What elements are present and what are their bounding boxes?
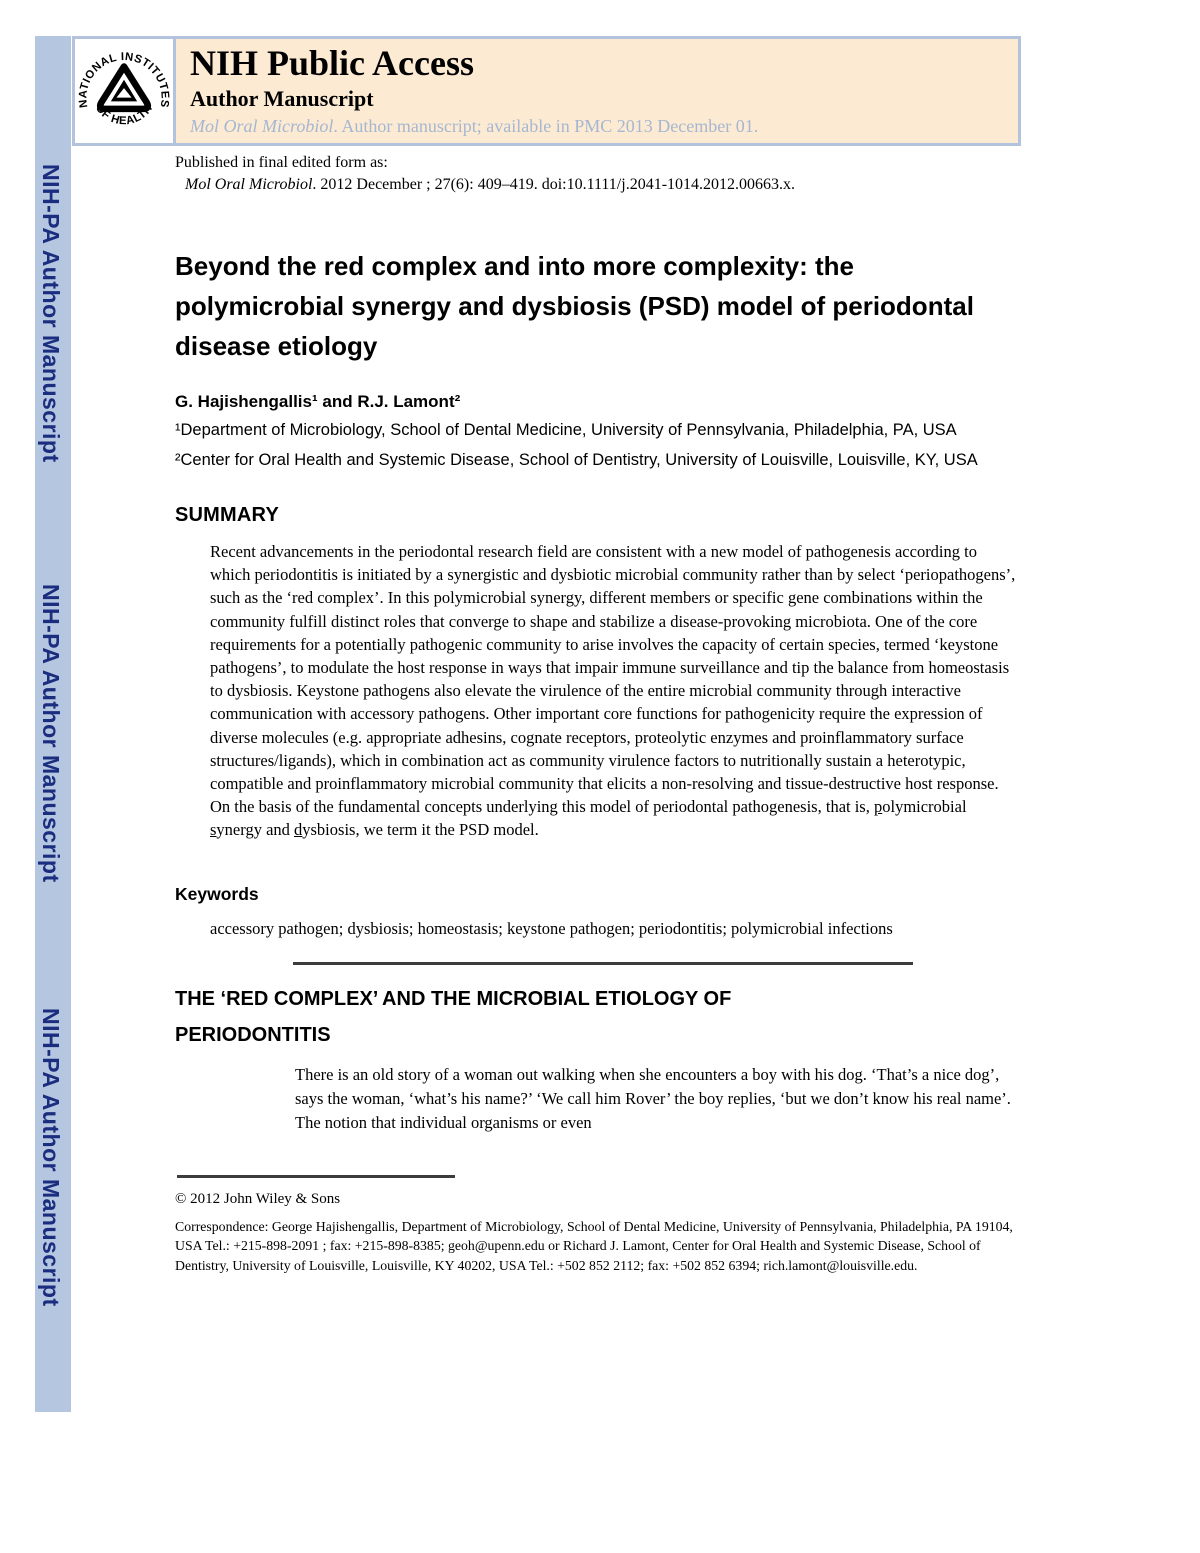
- section-heading: [175, 981, 1023, 1053]
- article-body: [175, 152, 1023, 1275]
- section-paragraph: There is an old story of a woman out walking when she encounters a boy with his dog. ‘That’s a nice dog’, says the woman, ‘what’s his name?’ ‘We call him Rover’ the boy replies, ‘but we don’t know his real name’. The notion that individual organisms or even: [295, 1064, 1011, 1132]
- nih-logo: [75, 39, 176, 143]
- keywords-text: accessory pathogen; dysbiosis; homeostasis; keystone pathogen; periodontitis; polymicrobial infections: [210, 918, 893, 938]
- article-title-line-3: disease etiology: [175, 331, 378, 361]
- nih-logo-icon: [77, 44, 171, 138]
- header-text-block: [176, 39, 1018, 143]
- sidebar-watermark-2: NIH-PA Author Manuscript: [38, 584, 64, 883]
- journal-name: Mol Oral Microbiol: [190, 116, 334, 136]
- summary-heading: SUMMARY: [175, 504, 279, 526]
- header-journal-line: [190, 113, 1018, 139]
- published-line: Published in final edited form as:: [175, 154, 388, 171]
- affiliation-1: ¹Department of Microbiology, School of Dental Medicine, University of Pennsylvania, Philadelphia, PA, USA: [175, 421, 957, 439]
- logo-text-top: NATIONAL INSTITUTES: [77, 50, 171, 109]
- authors-line: G. Hajishengallis¹ and R.J. Lamont²: [175, 392, 461, 411]
- logo-text-bottom: OF HEALTH: [92, 102, 156, 128]
- section-heading-line-1: THE ‘RED COMPLEX’ AND THE MICROBIAL ETIOLOGY OF: [175, 987, 732, 1010]
- header-title: NIH Public Access: [190, 43, 474, 83]
- journal-availability: . Author manuscript; available in PMC 2013 December 01.: [333, 116, 759, 136]
- citation-line: [185, 174, 1023, 196]
- sidebar-watermark-1: NIH-PA Author Manuscript: [38, 164, 64, 463]
- citation-details: . 2012 December ; 27(6): 409–419. doi:10.1111/j.2041-1014.2012.00663.x.: [312, 176, 796, 193]
- header-subtitle: Author Manuscript: [190, 86, 374, 111]
- article-title-line-2: polymicrobial synergy and dysbiosis (PSD) model of periodontal: [175, 291, 974, 321]
- footnote-rule: [177, 1175, 455, 1178]
- correspondence-note: Correspondence: George Hajishengallis, Department of Microbiology, School of Dental Medicine, University of Pennsylvania, Philadelphia, PA 19104, USA Tel.: +215-898-2091 ; fax: +215-898-8385; geoh@upenn.edu or Richard J. Lamont, Center for Oral Health and Systemic Disease, School of Dentistry, University of Louisville, Louisville, KY 40202, USA Tel.: +502 852 2112; fax: +502 852 6394; rich.lamont@louisville.edu.: [175, 1218, 1013, 1273]
- section-heading-line-2: PERIODONTITIS: [175, 1023, 331, 1046]
- nih-emblem-icon: [100, 67, 148, 109]
- summary-paragraph: Recent advancements in the periodontal research field are consistent with a new model of pathogenesis according to which periodontitis is initiated by a synergistic and dysbiotic microbial community rather than by select ‘periopathogens’, such as the ‘red complex’. In this polymicrobial synergy, different members or specific gene combinations within the community fulfill distinct roles that converge to shape and stabilize a disease-provoking microbiota. One of the core requirements for a potentially pathogenic community to arise involves the capacity of certain species, termed ‘keystone pathogens’, to modulate the host response in ways that impair immune surveillance and tip the balance from homeostasis to dysbiosis. Keystone pathogens also elevate the virulence of the entire microbial community through interactive communication with accessory pathogens. Other important core functions for pathogenicity require the expression of diverse molecules (e.g. appropriate adhesins, cognate receptors, proteolytic enzymes and proinflammatory surface structures/ligands), which in combination act as community virulence factors to nutritionally sustain a heterotypic, compatible and proinflammatory microbial community that elicits a non-resolving and tissue-destructive host response. On the basis of the fundamental concepts underlying this model of periodontal pathogenesis, that is, polymicrobial synergy and dysbiosis, we term it the PSD model.: [210, 542, 1016, 840]
- section-divider-rule: [293, 962, 913, 965]
- copyright-line: © 2012 John Wiley & Sons: [175, 1190, 341, 1207]
- citation-journal: Mol Oral Microbiol: [185, 176, 313, 193]
- sidebar-watermark-3: NIH-PA Author Manuscript: [38, 1008, 64, 1307]
- nih-public-access-header: [72, 36, 1021, 146]
- article-title: [175, 246, 1023, 366]
- nihpa-sidebar-strip: [35, 36, 71, 1412]
- affiliation-2: ²Center for Oral Health and Systemic Disease, School of Dentistry, University of Louisville, Louisville, KY, USA: [175, 451, 978, 469]
- keywords-heading: Keywords: [175, 883, 259, 904]
- article-title-line-1: Beyond the red complex and into more complexity: the: [175, 251, 855, 281]
